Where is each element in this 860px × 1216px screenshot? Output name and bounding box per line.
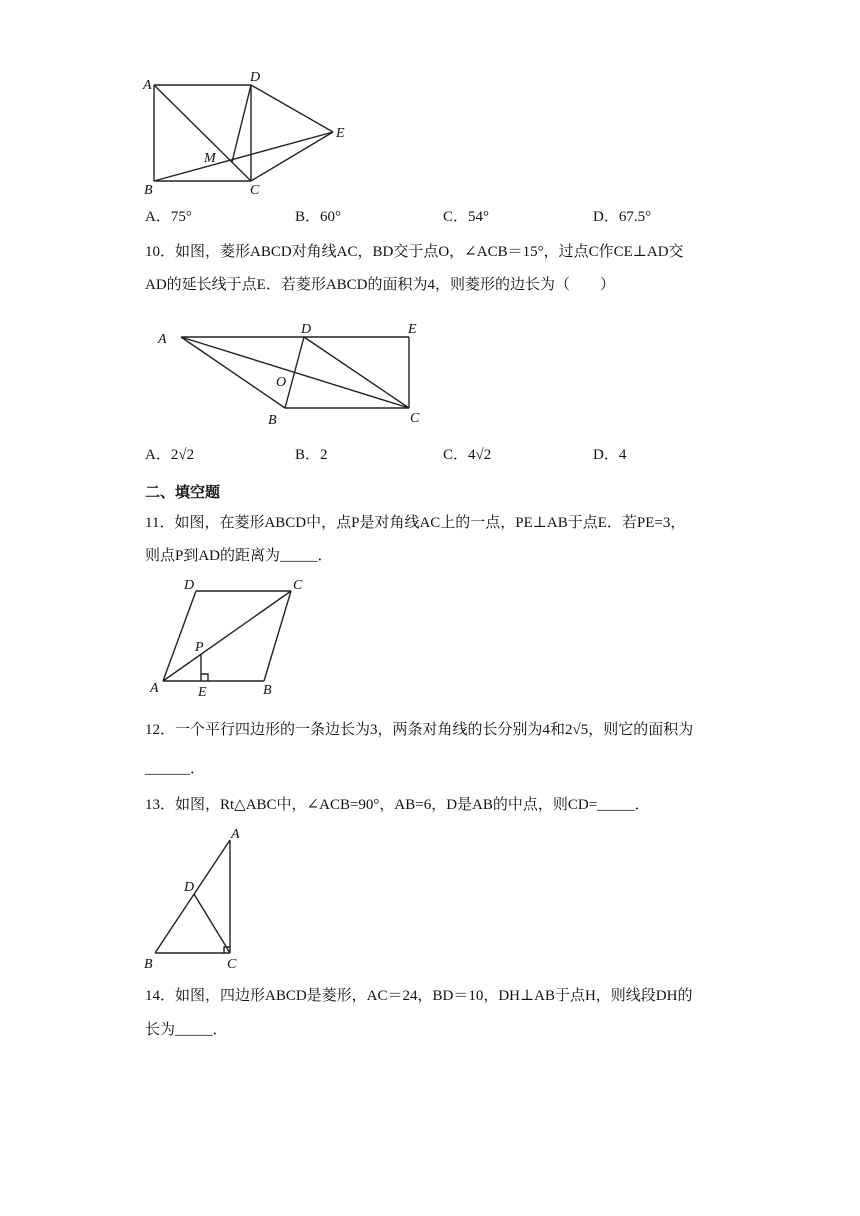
fig11-label-P: P <box>195 640 204 655</box>
fig13-label-C: C <box>227 957 237 972</box>
q14-stem-line1: 14．如图，四边形ABCD是菱形，AC＝24，BD＝10，DH⊥AB于点H，则线段DH的 <box>145 988 693 1004</box>
fig9-label-B: B <box>144 183 153 198</box>
fig11-label-C: C <box>293 578 303 593</box>
q11-stem-line2: 则点P到AD的距离为_____． <box>145 548 333 564</box>
q9-option-d[interactable]: D．67.5° <box>593 209 652 225</box>
q14-stem-line2: 长为_____． <box>145 1022 228 1038</box>
fig13-label-B: B <box>144 957 153 972</box>
q10-stem-line2: AD的延长线于点E．若菱形ABCD的面积为4，则菱形的边长为（ ） <box>145 277 616 293</box>
fig10-label-O: O <box>276 375 287 390</box>
fig13-label-D: D <box>184 880 195 895</box>
q10-option-a[interactable]: A．2√2 <box>145 447 195 463</box>
fig10-label-E: E <box>408 322 417 337</box>
q13-stem-line1: 13．如图，Rt△ABC中，∠ACB=90°，AB=6，D是AB的中点，则CD=_____． <box>145 797 650 813</box>
fig10-label-B: B <box>268 413 277 428</box>
q10-option-c[interactable]: C．4√2 <box>443 447 492 463</box>
fig11-label-B: B <box>263 683 272 698</box>
fig9-label-E: E <box>336 126 345 141</box>
q12-stem-line1: 12．一个平行四边形的一条边长为3，两条对角线的长分别为4和2√5，则它的面积为 <box>145 722 694 738</box>
fig9-label-A: A <box>143 78 152 93</box>
q9-option-b[interactable]: B．60° <box>295 209 342 225</box>
fig10-label-A: A <box>158 332 167 347</box>
fig9-label-D: D <box>250 70 261 85</box>
section-heading-fill-in: 二、填空题 <box>145 483 221 501</box>
q9-option-a[interactable]: A．75° <box>145 209 192 225</box>
fig13-label-A: A <box>231 827 240 842</box>
fig11-label-A: A <box>150 681 159 696</box>
fig11-label-D: D <box>184 578 195 593</box>
q10-stem-line1: 10．如图，菱形ABCD对角线AC，BD交于点O，∠ACB＝15°，过点C作CE⊥AD交 <box>145 244 684 260</box>
q10-option-b[interactable]: B．2 <box>295 447 328 463</box>
q9-option-c[interactable]: C．54° <box>443 209 490 225</box>
fig11-label-E: E <box>198 685 207 700</box>
fig10-label-C: C <box>410 411 420 426</box>
fig9-label-C: C <box>250 183 260 198</box>
fig10-label-D: D <box>301 322 312 337</box>
q12-stem-line2: ______． <box>145 761 206 777</box>
q11-stem-line1: 11．如图，在菱形ABCD中，点P是对角线AC上的一点，PE⊥AB于点E．若PE=3， <box>145 515 686 531</box>
q10-option-d[interactable]: D．4 <box>593 447 627 463</box>
fig9-label-M: M <box>204 151 216 166</box>
